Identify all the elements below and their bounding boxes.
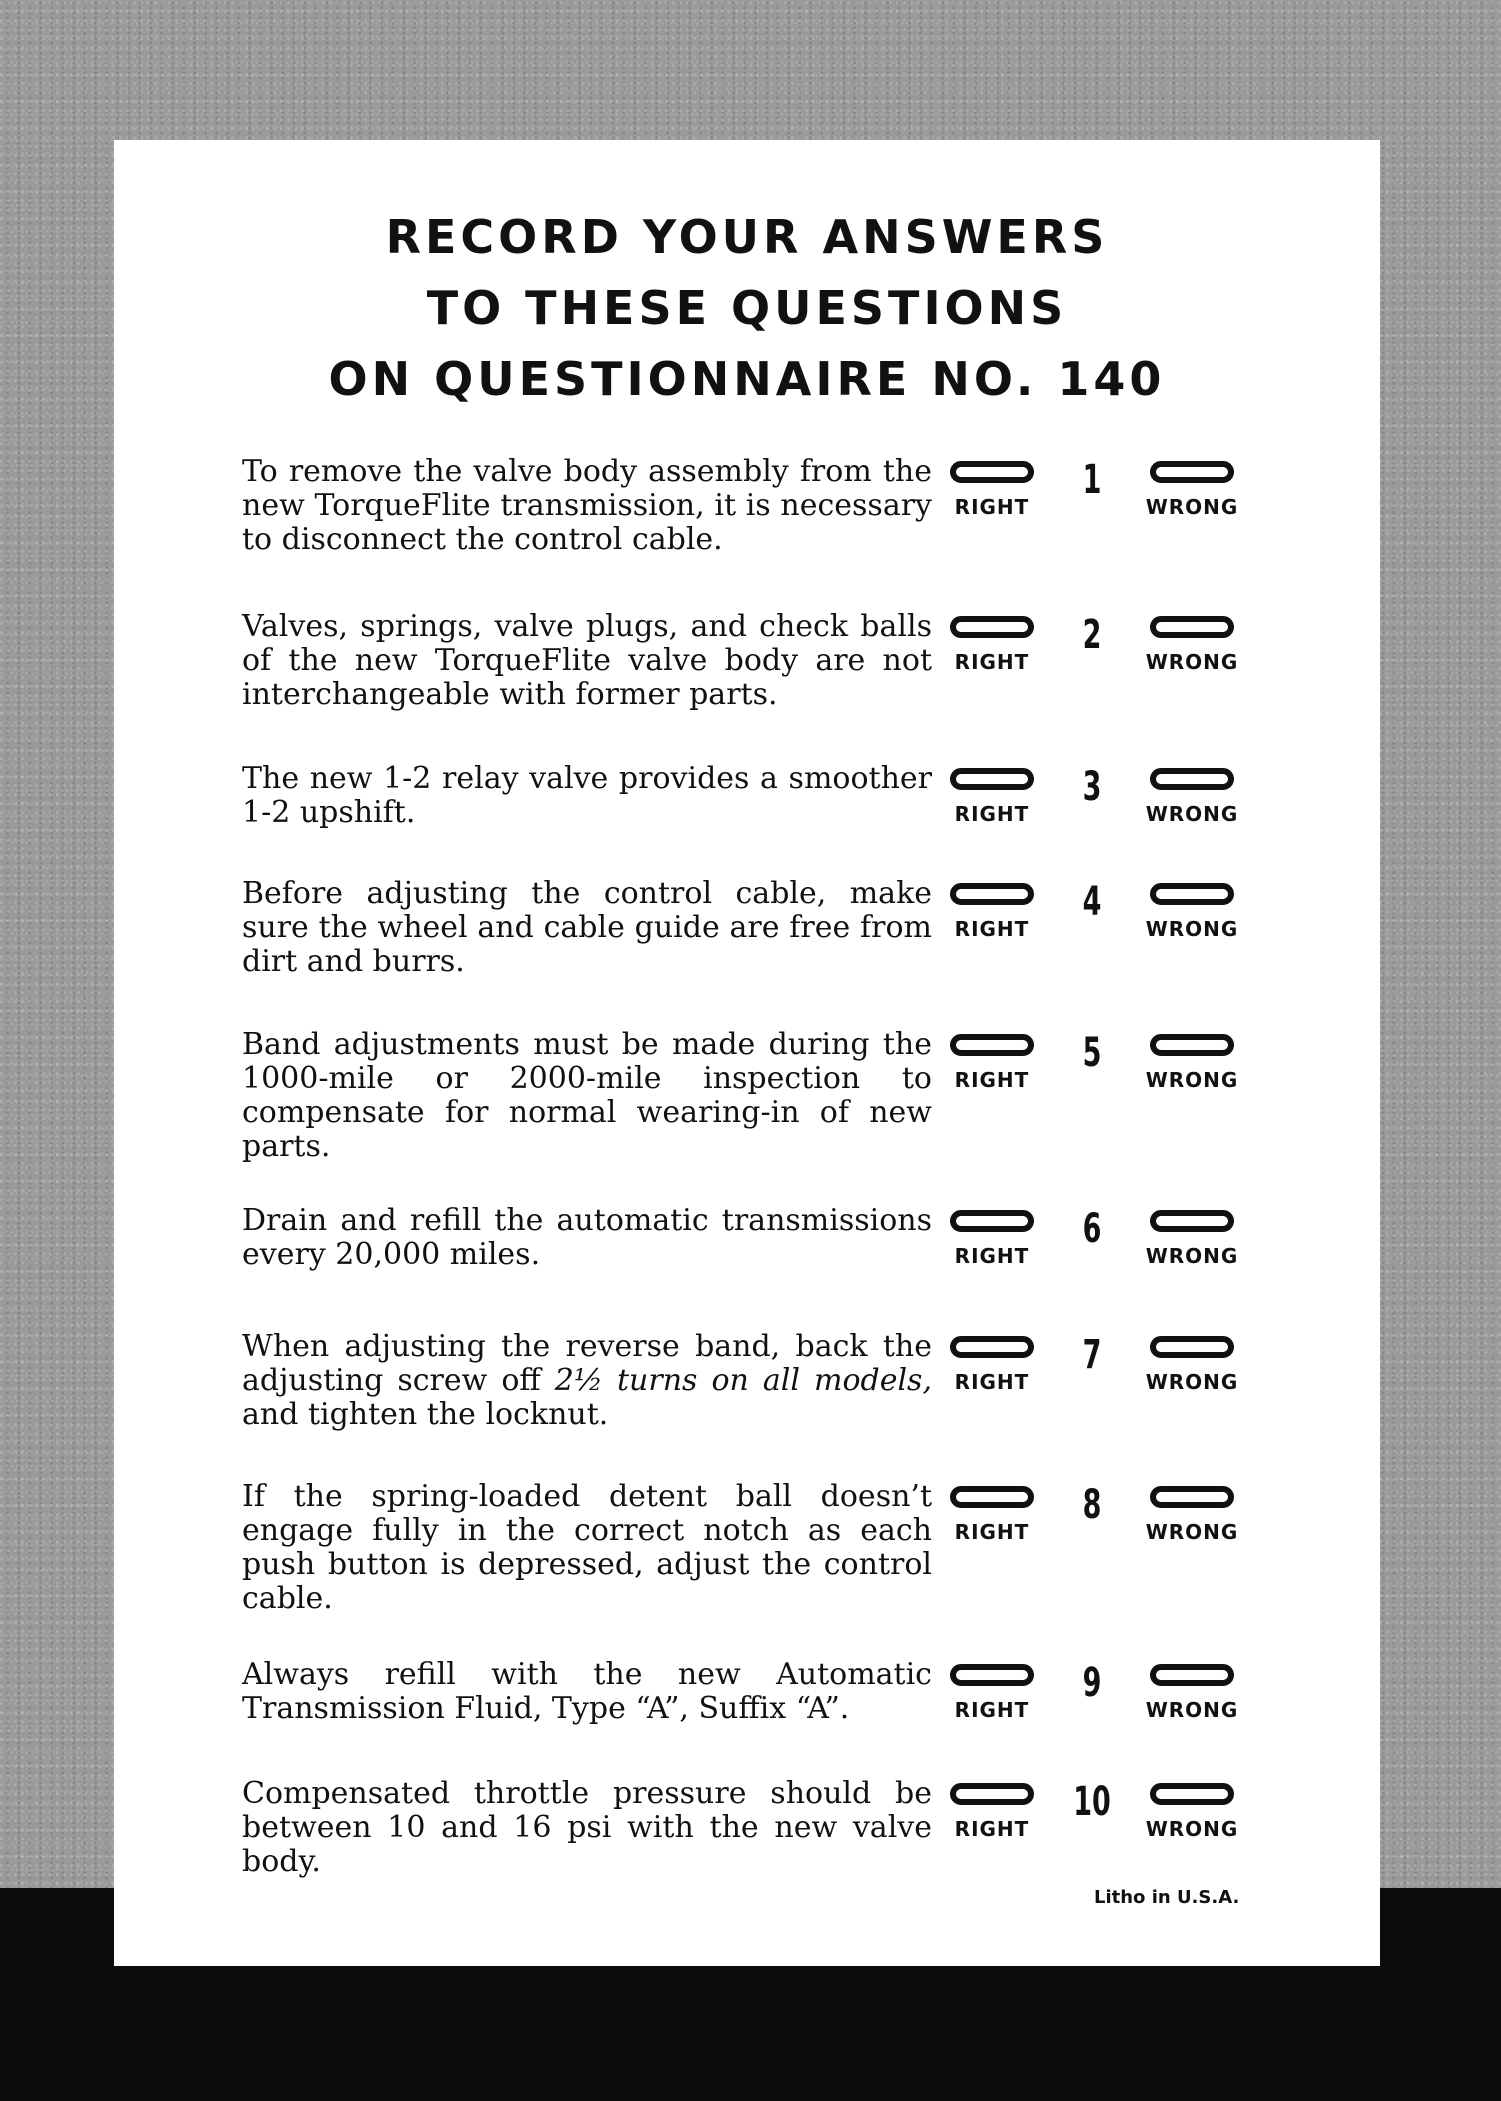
questionnaire-sheet — [114, 140, 1380, 1966]
question-text: Valves, springs, valve plugs, and check balls of the new TorqueFlite valve body are not interchangeable with former parts. — [242, 609, 932, 712]
answer-oval-icon[interactable] — [950, 1783, 1034, 1805]
question-number: 1 — [1082, 457, 1102, 503]
question-number: 5 — [1082, 1030, 1102, 1076]
wrong-answer-option[interactable] — [1142, 455, 1242, 535]
question-number: 3 — [1082, 764, 1102, 810]
right-label: RIGHT — [954, 1244, 1030, 1268]
question-text-italic: 2½ turns on all models, — [554, 1363, 932, 1398]
question-text: Drain and refill the automatic transmissions every 20,000 miles. — [242, 1203, 932, 1272]
answer-oval-icon[interactable] — [950, 1664, 1034, 1686]
question-number: 10 — [1073, 1779, 1111, 1825]
title-line-3: ON QUESTIONNAIRE NO. 140 — [328, 352, 1166, 406]
answer-oval-icon[interactable] — [950, 1034, 1034, 1056]
question-text — [242, 1330, 932, 1432]
question-7 — [242, 1330, 1292, 1450]
answer-oval-icon[interactable] — [950, 883, 1034, 905]
question-text: Before adjusting the control cable, make sure the wheel and cable guide are free from dirt and burrs. — [242, 876, 932, 979]
wrong-answer-option[interactable] — [1142, 877, 1242, 957]
answer-oval-icon[interactable] — [1150, 1034, 1234, 1056]
right-answer-option[interactable] — [942, 610, 1042, 690]
wrong-label: WRONG — [1145, 802, 1239, 826]
answer-oval-icon[interactable] — [950, 1336, 1034, 1358]
answer-oval-icon[interactable] — [950, 461, 1034, 483]
question-number: 7 — [1082, 1332, 1102, 1378]
right-answer-option[interactable] — [942, 877, 1042, 957]
wrong-answer-option[interactable] — [1142, 1330, 1242, 1410]
wrong-label: WRONG — [1145, 1817, 1239, 1841]
right-answer-option[interactable] — [942, 1028, 1042, 1108]
wrong-answer-option[interactable] — [1142, 1028, 1242, 1108]
question-number: 9 — [1082, 1660, 1102, 1706]
question-number: 6 — [1082, 1206, 1102, 1252]
wrong-label: WRONG — [1145, 650, 1239, 674]
answer-oval-icon[interactable] — [950, 768, 1034, 790]
question-number: 2 — [1082, 612, 1102, 658]
wrong-label: WRONG — [1145, 1370, 1239, 1394]
right-answer-option[interactable] — [942, 1658, 1042, 1738]
question-9 — [242, 1658, 1292, 1778]
question-text-part: When adjusting the reverse band, back the adjusting screw off — [242, 1329, 932, 1398]
question-5 — [242, 1027, 1292, 1164]
answer-oval-icon[interactable] — [1150, 461, 1234, 483]
right-label: RIGHT — [954, 802, 1030, 826]
wrong-label: WRONG — [1145, 495, 1239, 519]
right-answer-option[interactable] — [942, 1480, 1042, 1560]
answer-oval-icon[interactable] — [950, 1486, 1034, 1508]
answer-oval-icon[interactable] — [1150, 768, 1234, 790]
answer-oval-icon[interactable] — [1150, 1486, 1234, 1508]
right-label: RIGHT — [954, 650, 1030, 674]
question-1 — [242, 455, 1292, 575]
answer-oval-icon[interactable] — [1150, 883, 1234, 905]
right-label: RIGHT — [954, 917, 1030, 941]
right-label: RIGHT — [954, 495, 1030, 519]
right-label: RIGHT — [954, 1817, 1030, 1841]
question-4 — [242, 877, 1292, 997]
question-text: Always refill with the new Automatic Transmission Fluid, Type “A”, Suffix “A”. — [242, 1657, 932, 1726]
question-text: If the spring-loaded detent ball doesn’t engage fully in the correct notch as each push button is depressed, adjust the control cable. — [242, 1479, 932, 1616]
question-text: Compensated throttle pressure should be between 10 and 16 psi with the new valve body. — [242, 1776, 932, 1879]
right-answer-option[interactable] — [942, 455, 1042, 535]
wrong-label: WRONG — [1145, 1068, 1239, 1092]
wrong-answer-option[interactable] — [1142, 762, 1242, 842]
answer-oval-icon[interactable] — [1150, 1210, 1234, 1232]
answer-oval-icon[interactable] — [1150, 616, 1234, 638]
right-answer-option[interactable] — [942, 1204, 1042, 1284]
wrong-answer-option[interactable] — [1142, 1204, 1242, 1284]
question-text: Band adjustments must be made during the 1000-mile or 2000-mile inspection to compensate for normal wearing-in of new parts. — [242, 1027, 932, 1164]
wrong-label: WRONG — [1145, 1698, 1239, 1722]
question-number: 8 — [1082, 1482, 1102, 1528]
right-answer-option[interactable] — [942, 1777, 1042, 1857]
wrong-answer-option[interactable] — [1142, 610, 1242, 690]
wrong-answer-option[interactable] — [1142, 1480, 1242, 1560]
page-title — [114, 202, 1380, 415]
wrong-label: WRONG — [1145, 1244, 1239, 1268]
right-label: RIGHT — [954, 1068, 1030, 1092]
question-8 — [242, 1479, 1292, 1616]
question-3 — [242, 762, 1292, 882]
right-answer-option[interactable] — [942, 1330, 1042, 1410]
title-line-2: TO THESE QUESTIONS — [426, 281, 1068, 335]
wrong-answer-option[interactable] — [1142, 1658, 1242, 1738]
answer-oval-icon[interactable] — [1150, 1664, 1234, 1686]
right-label: RIGHT — [954, 1698, 1030, 1722]
question-6 — [242, 1204, 1292, 1324]
question-text: To remove the valve body assembly from the new TorqueFlite transmission, it is necessary to disconnect the control cable. — [242, 454, 932, 557]
right-label: RIGHT — [954, 1370, 1030, 1394]
wrong-answer-option[interactable] — [1142, 1777, 1242, 1857]
printer-credit: Litho in U.S.A. — [1094, 1887, 1240, 1908]
title-line-1: RECORD YOUR ANSWERS — [385, 210, 1109, 264]
wrong-label: WRONG — [1145, 917, 1239, 941]
answer-oval-icon[interactable] — [1150, 1336, 1234, 1358]
question-10 — [242, 1777, 1292, 1897]
wrong-label: WRONG — [1145, 1520, 1239, 1544]
question-2 — [242, 610, 1292, 730]
right-label: RIGHT — [954, 1520, 1030, 1544]
question-text: The new 1-2 relay valve provides a smoother 1-2 upshift. — [242, 761, 932, 830]
answer-oval-icon[interactable] — [1150, 1783, 1234, 1805]
question-number: 4 — [1082, 879, 1102, 925]
right-answer-option[interactable] — [942, 762, 1042, 842]
question-text-part: and tighten the locknut. — [242, 1397, 609, 1432]
answer-oval-icon[interactable] — [950, 616, 1034, 638]
answer-oval-icon[interactable] — [950, 1210, 1034, 1232]
